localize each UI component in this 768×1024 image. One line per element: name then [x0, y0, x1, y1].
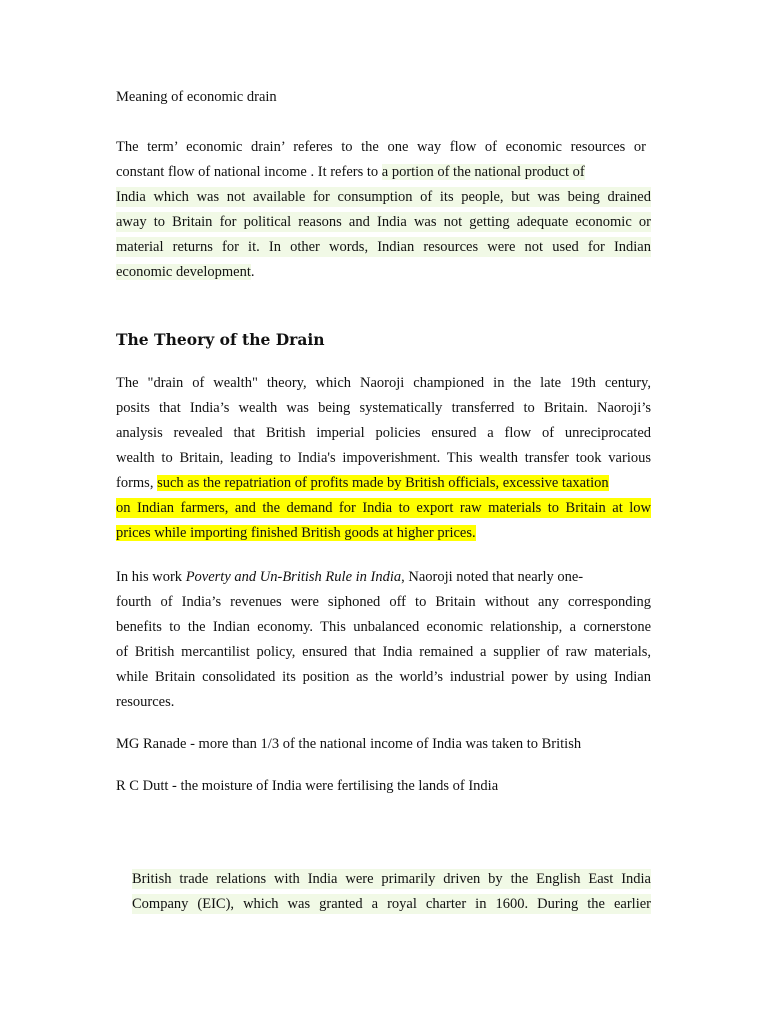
section-heading: The Theory of the Drain	[116, 330, 325, 349]
text-line	[116, 262, 255, 282]
text-line	[116, 567, 651, 587]
text-span: analysis revealed that British imperial policies ensured a flow of unreciprocated	[116, 425, 651, 441]
highlighted-text	[132, 894, 651, 914]
text-span: wealth to Britain, leading to India's impoverishment. This wealth transfer took various	[116, 450, 651, 466]
text-span: In his work	[116, 569, 186, 585]
text-span: constant flow of national income . It refers to	[116, 164, 382, 180]
text-line	[116, 642, 651, 662]
quote-ranade: MG Ranade - more than 1/3 of the national income of India was taken to British	[116, 736, 582, 752]
text-span: away to Britain for political reasons and India was not getting adequate economic or	[116, 214, 651, 230]
text-line	[116, 373, 651, 393]
text-span: British trade relations with India were primarily driven by the English East India	[132, 871, 651, 887]
highlighted-text	[116, 498, 651, 518]
highlighted-text	[116, 187, 651, 207]
text-line	[116, 592, 651, 612]
highlighted-text	[116, 237, 651, 257]
text-span: material returns for it. In other words, Indian resources were not used for Indian	[116, 239, 651, 255]
text-line	[116, 692, 174, 712]
text-span: on Indian farmers, and the demand for India to export raw materials to Britain at low	[116, 500, 651, 516]
text-line	[116, 423, 651, 443]
text-line	[116, 667, 651, 687]
text-line	[116, 617, 651, 637]
book-title: Poverty and Un-British Rule in India	[185, 569, 402, 585]
text-line	[116, 523, 476, 543]
text-line	[116, 398, 651, 418]
text-span: .	[250, 264, 255, 280]
text-span: while Britain consolidated its position as the world’s industrial power by using Indian	[116, 669, 651, 685]
text-span: The "drain of wealth" theory, which Naoroji championed in the late 19th century,	[116, 375, 651, 391]
text-span: of British mercantilist policy, ensured that India remained a supplier of raw materials,	[116, 644, 651, 660]
highlighted-text: such as the repatriation of profits made by British officials, excessive taxation	[157, 475, 609, 491]
text-span: fourth of India’s revenues were siphoned off to Britain without any corresponding	[116, 594, 651, 610]
text-line	[116, 162, 651, 182]
text-span: , Naoroji noted that nearly one-	[401, 569, 584, 585]
highlighted-text: prices while importing finished British goods at higher prices.	[116, 525, 476, 541]
text-span: India which was not available for consumption of its people, but was being drained	[116, 189, 651, 205]
highlighted-text: a portion of the national product of	[381, 164, 585, 180]
text-line	[116, 448, 651, 468]
text-span: resources.	[116, 694, 175, 710]
text-span: benefits to the Indian economy. This unbalanced economic relationship, a cornerstone	[116, 619, 651, 635]
text-line	[116, 137, 651, 157]
text-span: The term’ economic drain’ referes to the one way flow of economic resources or	[116, 139, 647, 155]
text-span: forms,	[116, 475, 158, 491]
highlighted-text: economic development	[116, 264, 251, 280]
document-title: Meaning of economic drain	[116, 89, 277, 105]
text-line	[116, 473, 609, 493]
text-span: Company (EIC), which was granted a royal charter in 1600. During the earlier	[132, 896, 651, 912]
text-span: posits that India’s wealth was being systematically transferred to Britain. Naoroji’s	[116, 400, 651, 416]
highlighted-text	[132, 869, 651, 889]
highlighted-text	[116, 212, 651, 232]
quote-dutt: R C Dutt - the moisture of India were fertilising the lands of India	[116, 778, 499, 794]
